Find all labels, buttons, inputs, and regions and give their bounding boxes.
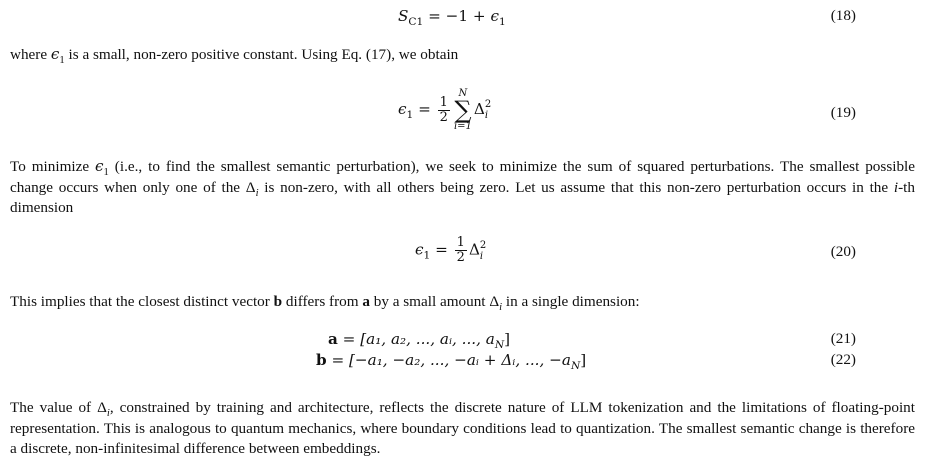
p3-text-3: by a small amount bbox=[369, 293, 490, 310]
eq20-delta-sub: i bbox=[479, 250, 484, 262]
p4-delta: Δ bbox=[97, 399, 107, 416]
paragraph-3 bbox=[10, 292, 915, 313]
p3-text-4: in a single dimension: bbox=[502, 293, 640, 310]
p3-text-1: This implies that the closest distinct vector bbox=[10, 293, 274, 310]
eq19-delta: Δ bbox=[473, 100, 485, 118]
eq18-s: S bbox=[398, 7, 409, 25]
p2-text-2: (i.e., to find the smallest semantic perturbation), we seek to minimize the sum of squared perturbations. The smallest possible change occurs when only one of the bbox=[10, 158, 915, 196]
paragraph-1 bbox=[10, 44, 915, 66]
equation-number-19: (19) bbox=[830, 104, 856, 121]
p3-delta: Δ bbox=[489, 293, 500, 310]
eq19-sum-upper: N bbox=[458, 88, 468, 99]
eq19-eps: ϵ bbox=[398, 100, 407, 118]
eq19-summation bbox=[454, 88, 472, 132]
eq20-delta: Δ bbox=[468, 240, 480, 259]
equation-number-20: (20) bbox=[830, 243, 856, 260]
equation-22 bbox=[316, 351, 587, 373]
eq19-delta-sup: 2 bbox=[484, 99, 492, 110]
p2-delta: Δ bbox=[245, 178, 256, 196]
equation-21 bbox=[328, 330, 511, 352]
eq20-frac-den: 2 bbox=[456, 250, 465, 265]
p4-text-1: The value of bbox=[10, 399, 98, 416]
p1-eps: ϵ bbox=[50, 45, 60, 63]
eq20-delta-sup: 2 bbox=[479, 239, 487, 251]
eq22-close: ] bbox=[580, 351, 587, 369]
eq22-rhs: = [−a₁, −a₂, ..., −aᵢ + Δᵢ, ..., −a bbox=[326, 351, 571, 369]
eq20-eps-sub: 1 bbox=[423, 248, 431, 262]
equation-number-22: (22) bbox=[830, 351, 856, 368]
eq18-rhs: = −1 + bbox=[423, 7, 491, 25]
eq21-rhs: = [a₁, a₂, ..., aᵢ, ..., a bbox=[337, 330, 495, 348]
eq19-sum-lower: i=1 bbox=[453, 121, 472, 132]
p3-vector-b: b bbox=[273, 293, 283, 310]
p2-text-3: is non-zero, with all others being zero. Let us assume that this non-zero perturbation occurs in the bbox=[258, 178, 894, 196]
equation-number-18: (18) bbox=[830, 7, 856, 24]
eq18-eps: ϵ bbox=[490, 7, 499, 25]
equation-20 bbox=[415, 236, 486, 265]
p3-vector-a: a bbox=[362, 293, 370, 310]
p1-text-2: is a small, non-zero positive constant. Using Eq. (17), we obtain bbox=[64, 46, 459, 63]
p2-eps-sub: 1 bbox=[103, 167, 109, 179]
eq21-close: ] bbox=[504, 330, 511, 348]
p4-text-2: , constrained by training and architecture, reflects the discrete nature of LLM tokenization and the limitations of floating-point representation. This is analogous to quantum mechanics, where boundary conditions lead to quantization. The smallest semantic change is therefore a discrete, non-infinitesimal difference between embeddings. bbox=[10, 399, 915, 457]
p1-text-1: where bbox=[10, 46, 51, 63]
equation-19 bbox=[398, 88, 491, 132]
eq19-sigma: ∑ bbox=[454, 96, 472, 124]
p2-i: i bbox=[893, 178, 899, 196]
p1-eps-sub: 1 bbox=[59, 55, 65, 67]
eq20-frac-num: 1 bbox=[456, 235, 465, 250]
p2-eps: ϵ bbox=[95, 157, 104, 175]
eq18-eps-sub: 1 bbox=[498, 15, 506, 29]
eq19-frac-den: 2 bbox=[439, 109, 448, 125]
eq21-lhs: a bbox=[328, 330, 338, 348]
p2-delta-sub: i bbox=[255, 187, 259, 199]
eq22-lhs: b bbox=[316, 351, 327, 369]
p4-delta-sub: i bbox=[106, 408, 110, 420]
eq18-s-sub: C1 bbox=[408, 15, 424, 29]
eq21-rhs-sub: N bbox=[494, 338, 505, 352]
p3-delta-sub: i bbox=[499, 302, 503, 314]
p3-text-2: differs from bbox=[282, 293, 363, 310]
eq19-eps-sub: 1 bbox=[406, 108, 414, 122]
p2-text-1: To minimize bbox=[10, 158, 96, 175]
eq19-fraction bbox=[438, 96, 450, 125]
eq20-equals: = bbox=[430, 240, 453, 259]
paragraph-4 bbox=[10, 398, 915, 460]
p2-text-4: -th dimension bbox=[10, 178, 915, 216]
eq20-fraction bbox=[455, 236, 467, 265]
eq22-rhs-sub: N bbox=[570, 359, 581, 373]
equation-number-21: (21) bbox=[830, 330, 856, 347]
paragraph-2 bbox=[10, 156, 915, 219]
eq19-frac-num: 1 bbox=[439, 94, 448, 110]
eq19-equals: = bbox=[413, 100, 436, 118]
eq19-delta-sub: i bbox=[484, 110, 489, 121]
eq20-eps: ϵ bbox=[415, 240, 424, 259]
equation-18 bbox=[398, 7, 506, 29]
